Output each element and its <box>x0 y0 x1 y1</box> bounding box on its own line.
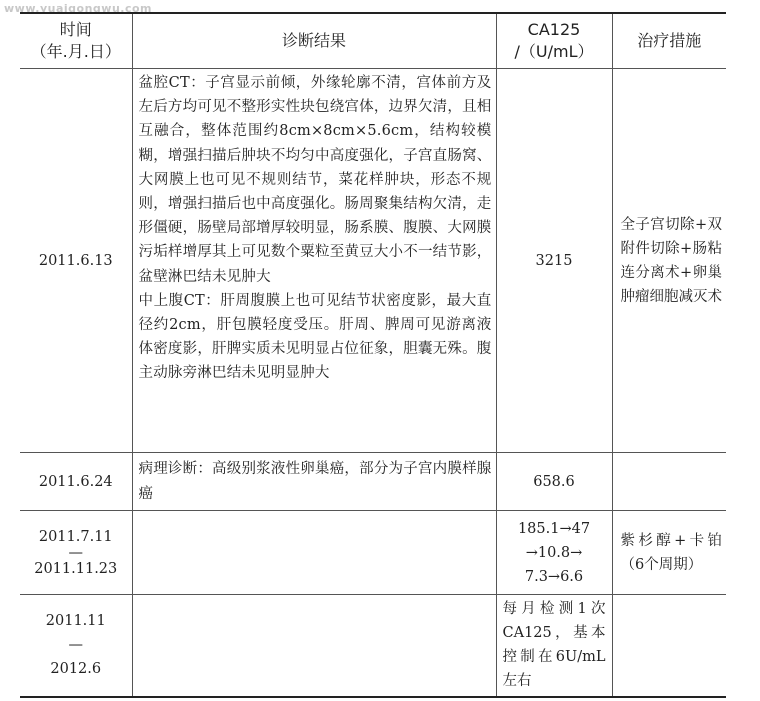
diagnosis-cell <box>132 595 496 697</box>
header-diagnosis: 诊断结果 <box>132 13 496 69</box>
time-cell: 2011.6.13 <box>20 69 132 453</box>
time-cell: 2011.11 — 2012.6 <box>20 595 132 697</box>
treatment-cell <box>612 453 726 511</box>
time-cell: 2011.7.11 — 2011.11.23 <box>20 511 132 595</box>
abdominal-ct-text: 中上腹CT：肝周腹膜上也可见结节状密度影，最大直径约2cm，肝包膜轻度受压。肝周、脾周可见游离液体密度影，肝脾实质未见明显占位征象，胆囊无殊。腹主动脉旁淋巴结未见明显肿大 <box>138 292 492 382</box>
table-row <box>20 595 726 697</box>
time-cell: 2011.6.24 <box>20 453 132 511</box>
treatment-cell <box>612 595 726 697</box>
ca125-cell: 3215 <box>496 69 612 453</box>
diagnosis-cell <box>132 69 496 453</box>
ca125-cell: 每月检测1次CA125，基本控制在6U/mL左右 <box>496 595 612 697</box>
watermark: www.yuaigongwu.com <box>4 2 153 15</box>
treatment-cell: 全子宫切除+双附件切除+肠粘连分离术+卵巢肿瘤细胞减灭术 <box>612 69 726 453</box>
treatment-cell: 紫杉醇+卡铂（6个周期） <box>612 511 726 595</box>
diagnosis-cell <box>132 511 496 595</box>
ca125-cell: 185.1→47 →10.8→ 7.3→6.6 <box>496 511 612 595</box>
table-row <box>20 511 726 595</box>
header-treatment: 治疗措施 <box>612 13 726 69</box>
pelvic-ct-text: 盆腔CT：子宫显示前倾，外缘轮廓不清，宫体前方及左后方均可见不整形实性块包绕宫体，边界欠清，且相互融合，整体范围约8cm×8cm×5.6cm，结构较模糊，增强扫描后肿块不均匀中高度强化，子宫直肠窝、大网膜上也可见不规则结节，菜花样肿块，形态不规则，增强扫描后也中高度强化。肠周聚集结构欠清，走形僵硬，肠壁局部增厚较明显，肠系膜、腹膜、大网膜污垢样增厚其上可见数个粟粒至黄豆大小不一结节影，盆壁淋巴结未见肿大 <box>138 75 492 285</box>
table-row <box>20 69 726 453</box>
table-row <box>20 453 726 511</box>
header-ca125: CA125 /（U/mL） <box>496 13 612 69</box>
header-time: 时间 （年.月.日） <box>20 13 132 69</box>
ca125-cell: 658.6 <box>496 453 612 511</box>
diagnosis-cell: 病理诊断：高级别浆液性卵巢癌，部分为子宫内膜样腺癌 <box>132 453 496 511</box>
header-row <box>20 13 726 69</box>
diagnosis-table <box>20 12 726 698</box>
